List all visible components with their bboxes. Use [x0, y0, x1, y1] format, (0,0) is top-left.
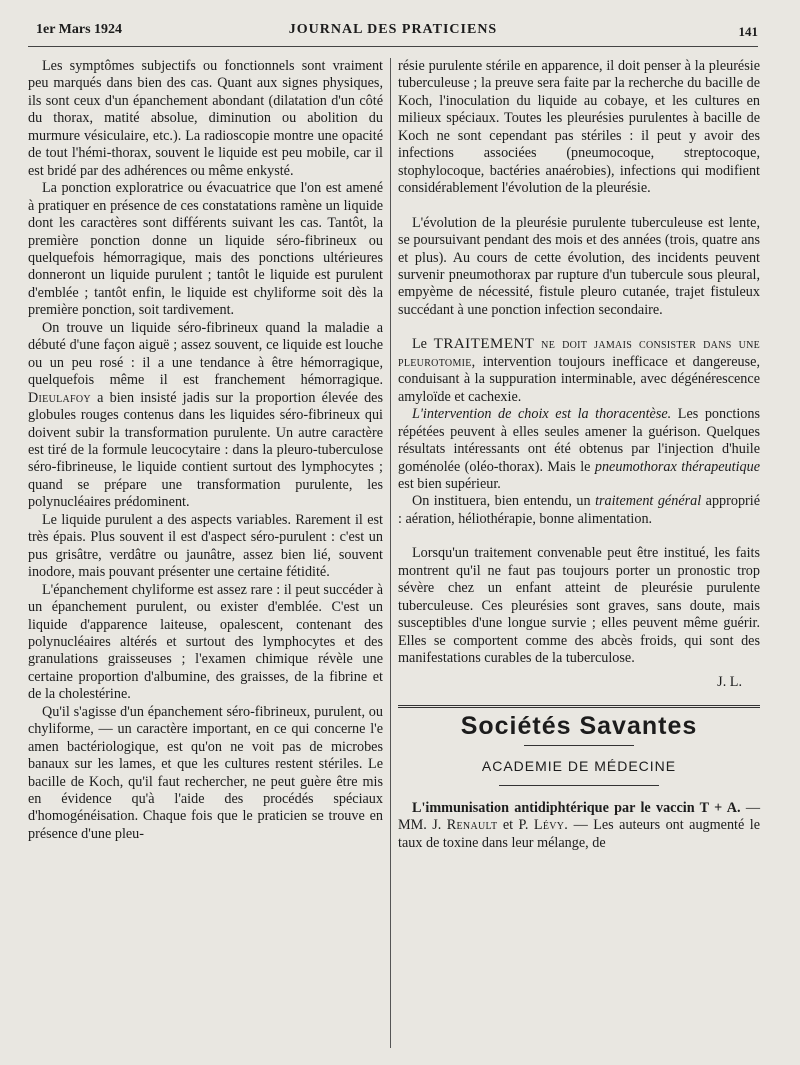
section-divider [398, 705, 760, 708]
paragraph-general-treatment: On instituera, bien entendu, un traitement général approprié : aération, héliothérapie, bonne alimentation. [398, 493, 761, 527]
paragraph-serofibrinous: On trouve un liquide séro-fibrineux quand la maladie a débuté d'une façon aiguë ; assez souvent, ce liquide est louche ou un peu rosé : il a une tendance à être hémorragique, quelquefois même il est franchement hémorragique. Dieulafoy a bien insisté jadis sur la proportion élevée des globules rouges contenus dans les liquides séro-fibrineux qui doivent subir la transformation purulente. Un autre caractère est tiré de la formule leucocytaire : dans la pleuro-tuberculose séro-fibrineuse, le liquide contient surtout des lymphocytes ; quand se prépare une transformation purulente, les polynucléaires prédominent. [28, 319, 383, 511]
paragraph-purulent: Le liquide purulent a des aspects variables. Rarement il est très épais. Plus souvent il est d'aspect séro-purulent : c'est un pus grisâtre, verdâtre ou jaunâtre, assez bien lié, souvent inodore, mais pouvant présenter une certaine fétidité. [28, 511, 383, 581]
page-number: 141 [738, 24, 758, 39]
left-column [28, 58, 383, 1058]
right-column [398, 58, 760, 1058]
article-title: L'immunisation antidiphtérique par le vaccin T + A. [412, 799, 741, 816]
paragraph-evolution: L'évolution de la pleurésie purulente tuberculeuse est lente, se poursuivant pendant des mois et des années (trois, quatre ans et plus). Au cours de cette évolution, des incidents peuvent survenir pneumothorax par rupture d'un tubercule sous pleural, empyème de nécessité, fistule pleuro cutanée, trajet fistuleux succédant à une ponction infection secondaire. [398, 214, 760, 318]
paragraph-symptoms: Les symptômes subjectifs ou fonctionnels sont vraiment peu marqués dans bien des cas. Quant aux signes physiques, ils sont ceux d'un épanchement abondant (dilatation d'un côté du thorax, matité absolue, diminution ou abolition du murmure vésiculaire, etc.). La radioscopie montre une opacité de tout l'hémi-thorax, souvent le liquide est peu mobile, car il est bridé par des adhérences ou même enkysté. [28, 58, 383, 179]
title-underline [524, 745, 634, 746]
subsection-underline [499, 785, 659, 786]
column-divider [390, 58, 391, 1048]
journal-title: JOURNAL DES PRATICIENS [288, 22, 498, 37]
treatment-heading: TRAITEMENT [433, 336, 535, 353]
paragraph-puncture: La ponction exploratrice ou évacuatrice que l'on est amené à pratiquer en présence de ces constatations ramène un liquide dont les caractères sont différents suivant les cas. Tantôt, la première ponction donne un liquide séro-fibrineux ou quelquefois hémorragique, mais des ponctions ultérieures donneront un liquide purulent ; tantôt le liquide est purulent d'emblée ; tantôt enfin, le liquide est chyliforme soit dès la première ponction, soit tardivement. [28, 180, 383, 319]
author-name: Dieulafoy [28, 389, 91, 406]
paragraph-prognosis: Lorsqu'un traitement convenable peut être institué, les faits montrent qu'il ne faut pas toujours porter un pronostic trop sévère chez un enfant atteint de pleurésie purulente tuberculeuse. Ces pleurésies sont graves, sans doute, mais susceptibles d'une longue survie ; elles peuvent même guérir. Elles se comportent comme des abcès froids, qui sont des manifestations curables de la tuberculose. [398, 545, 760, 667]
spacer [398, 319, 760, 336]
spacer [398, 198, 760, 215]
paragraph-continuation: résie purulente stérile en apparence, il doit penser à la pleurésie tuberculeuse ; la preuve sera faite par la recherche du bacille de Koch, l'inoculation du liquide au cobaye, et les cultures en milieux spéciaux. Toutes les pleurésies purulentes à bacille de Koch ne sont cependant pas stériles : il peut y avoir des infections associées (pneumocoque, streptocoque, stophylocoque, bactéries anaérobies), infections qui modifient considérablement l'évolution de la pleurésie. [398, 58, 760, 197]
subsection-title: ACADEMIE DE MÉDECINE [481, 758, 677, 775]
section-title: Sociétés Savantes [460, 711, 698, 740]
paragraph-thoracentesis: L'intervention de choix est la thoracentèse. Les ponctions répétées peuvent à elles seules amener la guérison. Quelques résultats intéressants ont été obtenus par l'injection d'huile goménolée (oléo-thorax). Mais le pneumothorax thérapeutique est bien supérieur. [398, 406, 761, 492]
paragraph-bacteriology: Qu'il s'agisse d'un épanchement séro-fibrineux, purulent, ou chyliforme, — un caractère important, en ce qui concerne l'e amen bactériologique, est qu'on ne voit pas de microbes banaux sur les lames, et que les cultures restent stériles. Le bacille de Koch, qu'il faut rechercher, ne peut guère être mis en évidence qu'à l'aide des procédés spéciaux d'homogénéisation. Chaque fois que le praticien se trouve en présence d'une pleu- [28, 703, 383, 842]
page-header [28, 20, 758, 47]
paragraph-treatment: Le TRAITEMENT ne doit jamais consister dans une pleurotomie, intervention toujours inefficace et dangereuse, conduisant à la suppuration interminable, avec dégénérescence amyloïde et cachexie. [398, 336, 761, 405]
author-signature: J. L. [717, 673, 742, 690]
article-paragraph: L'immunisation antidiphtérique par le vaccin T + A. — MM. J. Renault et P. Lévy. — Les auteurs ont augmenté le taux de toxine dans leur mélange, de [398, 799, 761, 851]
spacer [398, 528, 760, 545]
issue-date: 1er Mars 1924 [36, 22, 123, 37]
paragraph-chyliform: L'épanchement chyliforme est assez rare : il peut succéder à un épanchement purulent, ou exister d'emblée. C'est un liquide d'apparence laiteuse, opalescent, contenant des polynucléaires altérés et surtout des lymphocytes et des granulations graisseuses ; l'examen chimique révèle une certaine proportion d'albumine, des graisses, de la fibrine et de la cholestérine. [28, 581, 383, 703]
